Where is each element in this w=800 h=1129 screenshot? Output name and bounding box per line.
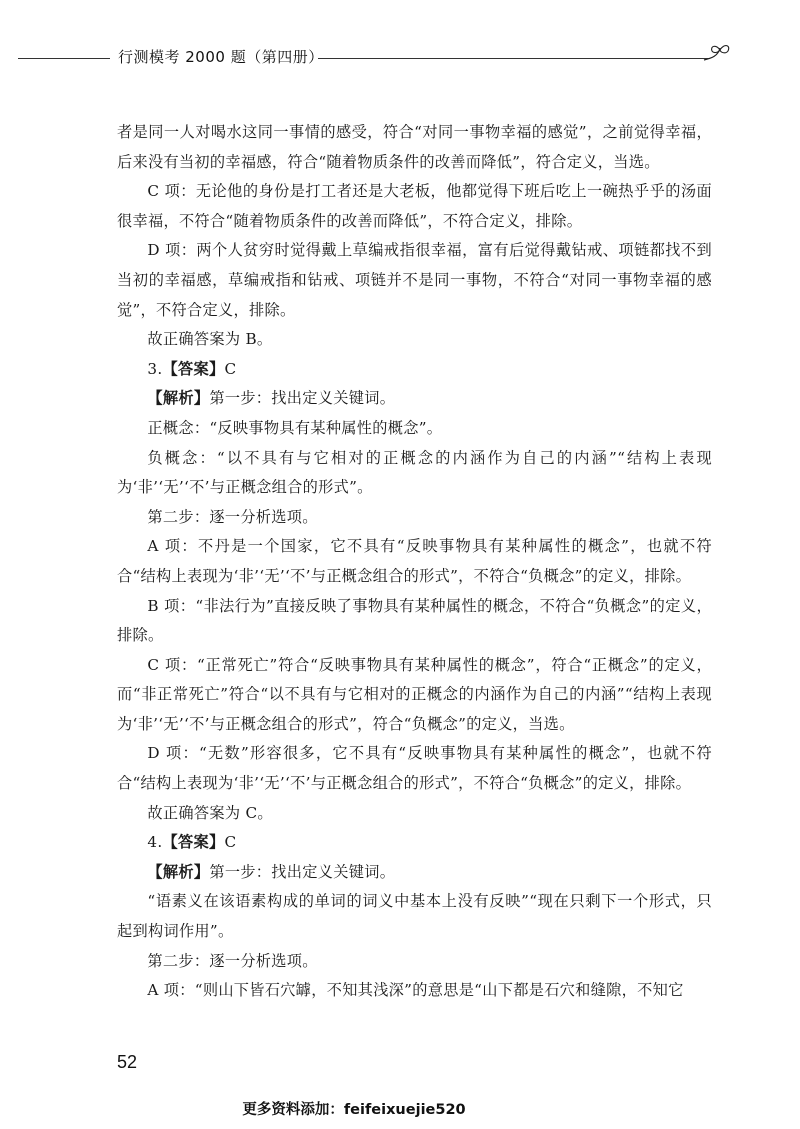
answer-value: C [224, 833, 237, 852]
page-body [117, 118, 712, 1006]
step-two-4: 第二步：逐一分析选项。 [147, 951, 318, 970]
header-rule-right [318, 58, 710, 59]
page-number: 52 [117, 1052, 138, 1072]
answer-label: 【答案】 [162, 359, 225, 378]
header-rule-left [18, 58, 110, 59]
sprout-icon [700, 42, 734, 68]
analysis-label: 【解析】 [147, 389, 210, 408]
answer-label: 【答案】 [162, 833, 225, 852]
definition-negative: 负概念：“以不具有与它相对的正概念的内涵作为自己的内涵”“结构上表现为‘非’‘无’‘不’与正概念组合的形式”。 [117, 448, 712, 497]
answer-conclusion-2: 故正确答案为 B。 [147, 330, 273, 349]
definition-keywords-4: “语素义在该语素构成的单词的词义中基本上没有反映”“现在只剩下一个形式，只起到构词作用”。 [117, 892, 712, 941]
option-a-3: A 项：不丹是一个国家，它不具有“反映事物具有某种属性的概念”，也就不符合“结构上表现为‘非’‘无’‘不’与正概念组合的形式”，不符合“负概念”的定义，排除。 [117, 537, 712, 585]
answer-conclusion-3: 故正确答案为 C。 [147, 803, 273, 822]
analysis-step: 第一步：找出定义关键词。 [209, 389, 396, 408]
analysis-heading-4 [117, 858, 712, 888]
answer-heading-4 [117, 828, 712, 858]
answer-value: C [224, 359, 237, 378]
analysis-label: 【解析】 [147, 862, 210, 881]
definition-positive: 正概念：“反映事物具有某种属性的概念”。 [147, 418, 443, 437]
analysis-step: 第一步：找出定义关键词。 [209, 862, 396, 881]
question-number: 4. [147, 833, 163, 852]
analysis-heading-3 [117, 384, 712, 414]
option-c-3: C 项：“正常死亡”符合“反映事物具有某种属性的概念”，符合“正概念”的定义，而“非正常死亡”符合“以不具有与它相对的正概念的内涵作为自己的内涵”“结构上表现为‘非’‘无’‘不’与正概念组合的形式”，符合“负概念”的定义，当选。 [117, 655, 712, 733]
header-title: 行测模考 2000 题（第四册） [118, 48, 324, 66]
option-d-3: D 项：“无数”形容很多，它不具有“反映事物具有某种属性的概念”，也就不符合“结构上表现为‘非’‘无’‘不’与正概念组合的形式”，不符合“负概念”的定义，排除。 [117, 744, 712, 793]
footer-note: 更多资料添加：feifeixuejie520 [242, 1102, 466, 1118]
paragraph-option-c: C 项：无论他的身份是打工者还是大老板，他都觉得下班后吃上一碗热乎乎的汤面很幸福，不符合“随着物质条件的改善而降低”，不符合定义，排除。 [117, 182, 712, 230]
answer-heading-3 [117, 355, 712, 385]
step-two-3: 第二步：逐一分析选项。 [147, 507, 318, 526]
paragraph-1: 者是同一人对喝水这同一事情的感受，符合“对同一事物幸福的感觉”，之前觉得幸福，后来没有当初的幸福感，符合“随着物质条件的改善而降低”，符合定义，当选。 [117, 123, 712, 171]
paragraph-option-d: D 项：两个人贫穷时觉得戴上草编戒指很幸福，富有后觉得戴钻戒、项链都找不到当初的幸福感，草编戒指和钻戒、项链并不是同一事物，不符合“对同一事物幸福的感觉”，不符合定义，排除。 [117, 241, 712, 319]
option-a-4: A 项：“则山下皆石穴罅，不知其浅深”的意思是“山下都是石穴和缝隙，不知它 [147, 981, 684, 1000]
option-b-3: B 项：“非法行为”直接反映了事物具有某种属性的概念，不符合“负概念”的定义，排除。 [117, 596, 712, 645]
running-header [18, 40, 708, 76]
question-number: 3. [147, 359, 163, 378]
